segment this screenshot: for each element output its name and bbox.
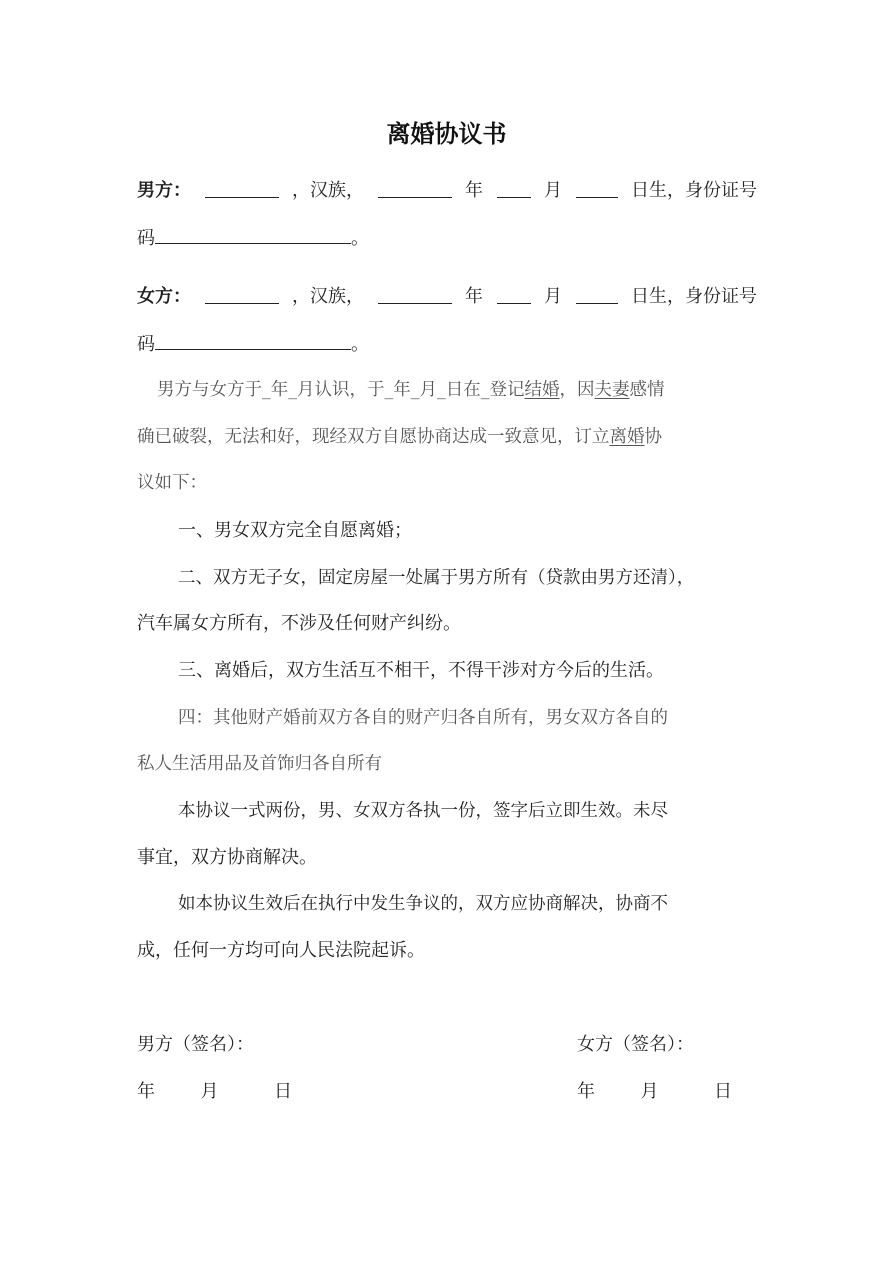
female-id-prefix: 码 bbox=[137, 334, 155, 355]
male-birth-year-blank[interactable] bbox=[378, 179, 452, 198]
intro-text-5: 协 bbox=[644, 427, 662, 447]
intro-underline-couple: 夫妻 bbox=[594, 380, 630, 400]
male-id-blank[interactable] bbox=[155, 225, 351, 244]
clause-4-line-2: 私人生活用品及首饰归各自所有 bbox=[137, 754, 382, 774]
male-info-line bbox=[137, 179, 757, 203]
intro-underline-marriage: 结婚 bbox=[524, 380, 560, 400]
male-date-line bbox=[137, 1080, 292, 1104]
clause-3: 三、离婚后，双方生活互不相干，不得干涉对方今后的生活。 bbox=[178, 660, 664, 681]
male-day-label: 日生，身份证号 bbox=[631, 180, 757, 201]
female-date-month: 月 bbox=[640, 1081, 659, 1102]
male-signature-label: 男方（签名）： bbox=[137, 1034, 254, 1055]
female-name-blank[interactable] bbox=[205, 285, 279, 304]
female-date-line bbox=[577, 1080, 732, 1104]
intro-line-3: 议如下： bbox=[137, 473, 207, 493]
clause-4-line-1: 四：其他财产婚前双方各自的财产归各自所有，男女双方各自的 bbox=[178, 708, 668, 728]
clause-6-line-2: 成，任何一方均可向人民法院起诉。 bbox=[137, 940, 425, 961]
document-title: 离婚协议书 bbox=[386, 120, 507, 148]
female-id-blank[interactable] bbox=[155, 331, 351, 350]
female-signature-label: 女方（签名）： bbox=[577, 1034, 694, 1055]
female-birth-year-blank[interactable] bbox=[378, 285, 452, 304]
intro-text-2: ，因 bbox=[559, 380, 595, 400]
clause-5-line-1: 本协议一式两份，男、女双方各执一份，签字后立即生效。未尽 bbox=[178, 801, 668, 821]
male-id-prefix: 码 bbox=[137, 228, 155, 249]
intro-text-4: 确已破裂，无法和好，现经双方自愿协商达成一致意见，订立 bbox=[137, 427, 610, 447]
clause-1: 一、男女双方完全自愿离婚； bbox=[178, 520, 412, 541]
male-month-label: 月 bbox=[544, 180, 562, 201]
female-label: 女方： bbox=[137, 286, 191, 307]
female-date-day: 日 bbox=[713, 1081, 732, 1102]
female-birth-month-blank[interactable] bbox=[497, 285, 531, 304]
female-id-end: 。 bbox=[351, 334, 369, 355]
intro-line-2 bbox=[137, 425, 757, 449]
female-info-line bbox=[137, 285, 757, 309]
female-day-label: 日生，身份证号 bbox=[631, 286, 757, 307]
male-date-year: 年 bbox=[137, 1081, 155, 1102]
female-year-label: 年 bbox=[465, 286, 483, 307]
male-birth-day-blank[interactable] bbox=[576, 179, 618, 198]
male-id-end: 。 bbox=[351, 228, 369, 249]
clause-2-line-2: 汽车属女方所有，不涉及任何财产纠纷。 bbox=[137, 613, 461, 634]
male-id-line bbox=[137, 225, 757, 251]
intro-line-1 bbox=[157, 378, 757, 402]
female-date-year: 年 bbox=[577, 1081, 595, 1102]
clause-6-line-1: 如本协议生效后在执行中发生争议的，双方应协商解决，协商不 bbox=[178, 894, 668, 914]
male-year-label: 年 bbox=[465, 180, 483, 201]
male-birth-month-blank[interactable] bbox=[497, 179, 531, 198]
female-id-line bbox=[137, 331, 757, 357]
intro-underline-divorce: 离婚 bbox=[609, 427, 645, 447]
female-ethnicity: ，汉族， bbox=[292, 286, 364, 307]
male-label: 男方： bbox=[137, 180, 191, 201]
male-date-day: 日 bbox=[273, 1081, 292, 1102]
clause-5-line-2: 事宜，双方协商解决。 bbox=[137, 847, 317, 868]
clause-2-line-1: 二、双方无子女，固定房屋一处属于男方所有（贷款由男方还清）， bbox=[178, 568, 695, 588]
male-name-blank[interactable] bbox=[205, 179, 279, 198]
intro-text-3: 感情 bbox=[629, 380, 665, 400]
intro-text-1: 男方与女方于_年_月认识，于_年_月_日在_登记 bbox=[157, 380, 525, 400]
female-birth-day-blank[interactable] bbox=[576, 285, 618, 304]
male-ethnicity: ，汉族， bbox=[292, 180, 364, 201]
female-month-label: 月 bbox=[544, 286, 562, 307]
male-date-month: 月 bbox=[200, 1081, 219, 1102]
